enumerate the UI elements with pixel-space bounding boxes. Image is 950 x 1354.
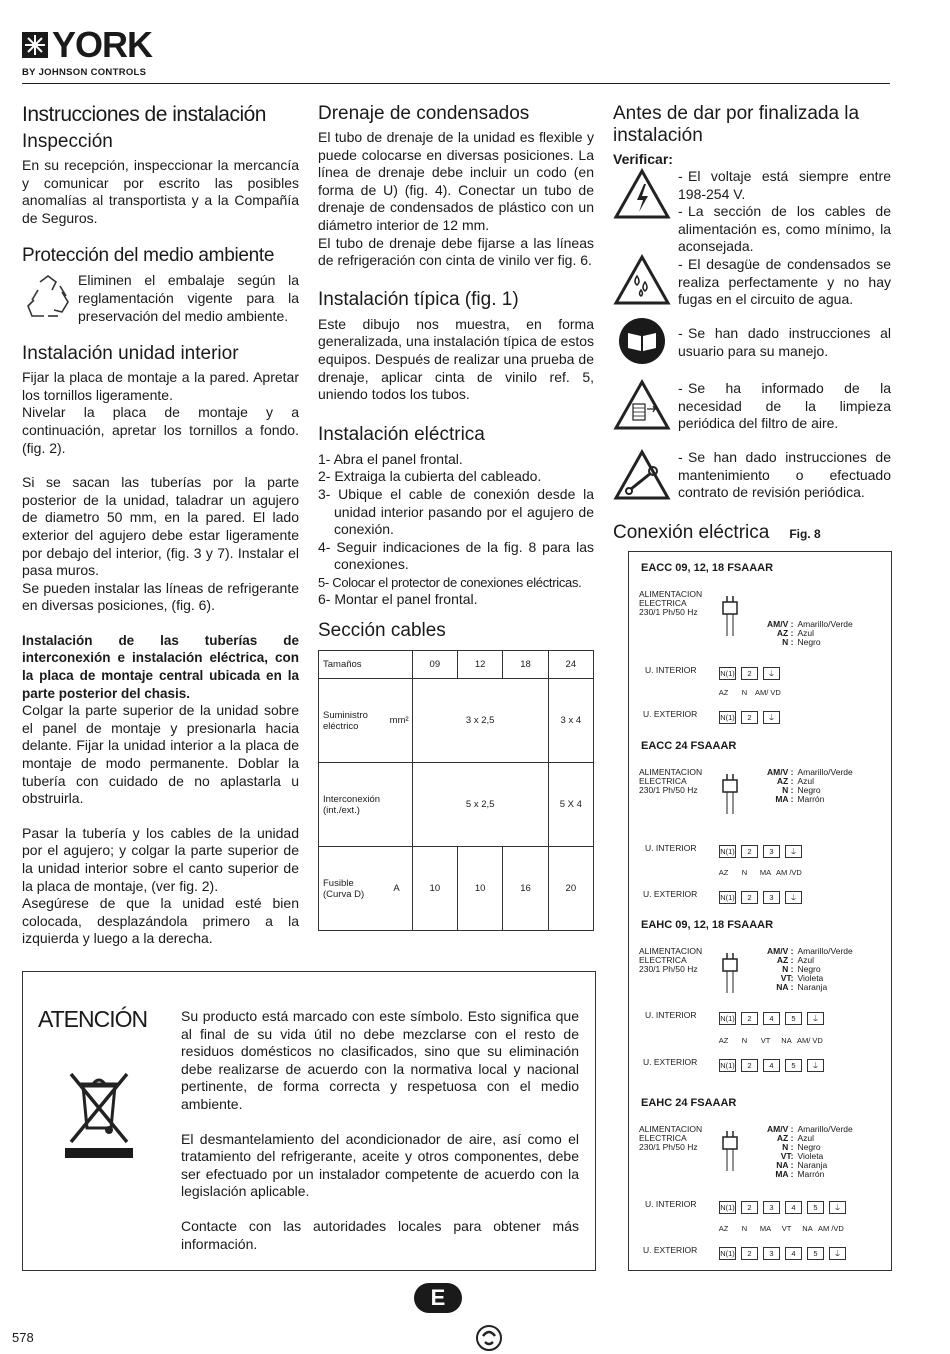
- wire-labels: [713, 868, 802, 877]
- check-row: - Se ha informado de la necesidad de la limpieza periódica del filtro de aire.: [613, 379, 891, 433]
- wire-color-label: VT: [760, 1036, 771, 1045]
- plug-icon: [720, 1127, 740, 1171]
- wire-color-label: AZ: [718, 688, 729, 697]
- step-item: 5- Colocar el protector de conexiones eléctricas.: [318, 574, 582, 590]
- conexion-electrica-heading: Conexión eléctrica: [613, 522, 770, 543]
- wire-labels: [713, 1224, 844, 1233]
- terminal: 2: [741, 1247, 758, 1260]
- power-supply-line: ELECTRICA: [639, 776, 687, 786]
- legend-value: Naranja: [797, 1160, 828, 1170]
- legend-value: Amarillo/Verde: [797, 619, 853, 629]
- table-header-cell: 09: [412, 651, 457, 679]
- power-supply-line: ALIMENTACION: [639, 1124, 703, 1134]
- cable-section-table: [318, 650, 594, 931]
- plug-icon: [720, 592, 740, 636]
- terminal: 4: [785, 1247, 802, 1260]
- legend-value: Azul: [797, 628, 814, 638]
- filter-cleaning-icon: [613, 379, 671, 431]
- wire-color-label: AM/ VD: [755, 688, 781, 697]
- table-cell: 16: [503, 847, 548, 931]
- legend-key: VT:: [780, 1151, 794, 1161]
- terminal: 5: [807, 1247, 824, 1260]
- legend-value: Negro: [797, 964, 821, 974]
- indoor-terminal-strip: [719, 1197, 851, 1215]
- terminal: 2: [741, 1012, 758, 1025]
- legend-value: Amarillo/Verde: [797, 767, 853, 777]
- terminal: 2: [741, 1201, 758, 1214]
- table-row-label: [319, 847, 413, 931]
- power-supply-label: [639, 590, 702, 617]
- plug-icon: [720, 770, 740, 814]
- legend-value: Violeta: [797, 973, 824, 983]
- outdoor-terminal-strip: [719, 887, 807, 905]
- legend-key: MA :: [775, 794, 794, 804]
- terminal: N(1): [720, 1061, 735, 1070]
- drenaje-p1: El tubo de drenaje de la unidad es flexible y puede colocarse en diversas posiciones. La línea de drenaje debe incluir un codo (en forma de U) (fig. 4). Conectar un tubo de drenaje de condensados de plástico con un diámetro interior de 12 mm.: [318, 129, 594, 233]
- legend-key: N :: [782, 1142, 794, 1152]
- terminal: 3: [763, 1247, 780, 1260]
- legend-value: Naranja: [797, 982, 828, 992]
- medio-ambiente-text: Eliminen el embalaje según la reglamentación vigente para la preservación del medio ambiente.: [78, 272, 299, 324]
- instalacion-tipica-heading: Instalación típica (fig. 1): [318, 288, 519, 310]
- table-cell: 10: [458, 847, 503, 931]
- terminal: 2: [741, 891, 758, 904]
- antes-heading: Antes de dar por finalizada la instalación: [613, 103, 860, 146]
- wire-color-label: N: [741, 688, 748, 697]
- diagram-block: [629, 562, 891, 732]
- step-item: 2- Extraiga la cubierta del cableado.: [318, 468, 542, 485]
- water-drops-warning-icon: [613, 254, 671, 306]
- legend-key: N :: [782, 785, 794, 795]
- recycle-icon: [22, 272, 74, 324]
- diagram-block: [629, 1097, 891, 1267]
- check-item: Se han dado instrucciones de mantenimiento o efectuado contrato de revisión periódica.: [678, 449, 891, 501]
- instalacion-electrica-heading: Instalación eléctrica: [318, 423, 485, 445]
- terminal: 4: [763, 1012, 780, 1025]
- wiring-diagram-panel: [628, 551, 892, 1271]
- snowflake-logo-icon: [22, 32, 48, 58]
- terminal: 5: [807, 1201, 824, 1214]
- legend-key: N :: [782, 637, 794, 647]
- power-supply-line: ALIMENTACION: [639, 946, 703, 956]
- table-cell: 5 X 4: [548, 763, 593, 847]
- legend-key: AM/V :: [767, 619, 794, 629]
- column-1: [22, 103, 299, 948]
- indoor-unit-label: U. INTERIOR: [645, 1010, 697, 1020]
- legend-value: Azul: [797, 776, 814, 786]
- terminal: N(1): [720, 1014, 735, 1023]
- unidad-p1: Fijar la placa de montaje a la pared. Apretar los tornillos ligeramente.: [22, 369, 299, 403]
- brand-logo: [22, 24, 152, 78]
- terminal: 4: [785, 1201, 802, 1214]
- diagram-block: [629, 740, 891, 910]
- terminal: 3: [763, 845, 780, 858]
- instalacion-electrica-steps: [318, 451, 594, 609]
- fusible-label: Fusible (Curva D): [323, 877, 365, 900]
- legend-key: AM/V :: [767, 1124, 794, 1134]
- indoor-terminal-strip: [719, 663, 785, 681]
- outdoor-unit-label: U. EXTERIOR: [643, 1057, 698, 1067]
- legend-value: Negro: [797, 637, 821, 647]
- outdoor-terminal-strip: [719, 1055, 829, 1073]
- legend-key: NA :: [776, 1160, 794, 1170]
- check-row: - El desagüe de condensados se realiza perfectamente y no hay fugas en el circuito de agua.: [613, 256, 891, 309]
- diagram-model-title: EAHC 09, 12, 18 FSAAAR: [641, 919, 774, 931]
- power-supply-line: 230/1 Ph/50 Hz: [639, 607, 698, 617]
- page-number: 578: [12, 1330, 34, 1345]
- wire-color-label: AZ: [718, 1036, 729, 1045]
- brand-name: YORK: [52, 24, 153, 65]
- medio-ambiente-heading: Protección del medio ambiente: [22, 245, 275, 267]
- legend-key: VT:: [780, 973, 794, 983]
- seccion-cables-heading: Sección cables: [318, 620, 446, 642]
- language-badge: E: [414, 1283, 462, 1313]
- attention-p2: El desmantelamiento del acondicionador de aire, así como el tratamiento del refrigerante, aceite y otros componentes, debe ser efectuado por un instalador competente de acuerdo con la legislación aplicable.: [181, 1130, 579, 1200]
- terminal: ⏚: [785, 845, 802, 858]
- terminal: N(1): [720, 847, 735, 856]
- page-title: Instrucciones de instalación: [22, 103, 266, 126]
- table-header-cell: Tamaños: [319, 651, 413, 679]
- inspeccion-text: En su recepción, inspeccionar la mercancía y comunicar por escrito las posibles anomalías al transportista y a la Compañía de Seguros.: [22, 157, 299, 226]
- terminal: 3: [763, 1201, 780, 1214]
- outdoor-unit-label: U. EXTERIOR: [643, 709, 698, 719]
- power-supply-line: ELECTRICA: [639, 955, 687, 965]
- terminal: N(1): [720, 1203, 735, 1212]
- wrench-maintenance-icon: [613, 449, 671, 501]
- legend-value: Marrón: [797, 1169, 825, 1179]
- unidad-p4: Se pueden instalar las líneas de refrigerante en diversas posiciones, (fig. 6).: [22, 579, 299, 614]
- brand-subtitle: BY JOHNSON CONTROLS: [22, 67, 147, 78]
- diagram-block: [629, 919, 891, 1089]
- wire-color-label: N: [741, 1224, 748, 1233]
- power-supply-label: [639, 1125, 702, 1152]
- wire-color-label: AM /VD: [776, 868, 802, 877]
- legend-value: Azul: [797, 955, 814, 965]
- power-supply-label: [639, 768, 702, 795]
- color-legend: [767, 947, 853, 992]
- unidad-p3: Si se sacan las tuberías por la parte posterior de la unidad, taladrar un agujero de diametro 50 mm, en la pared. El lado exterior del agujero debe estar ligeramente por debajo del interior, (fig. 3 y 7). Instalar el pasa muros.: [22, 474, 299, 579]
- table-header-cell: 24: [548, 651, 593, 679]
- step-item: 3- Ubique el cable de conexión desde la unidad interior pasando por el agujero de conexión.: [318, 485, 594, 538]
- wire-color-label: N: [741, 1036, 748, 1045]
- terminal: ⏚: [807, 1059, 824, 1072]
- diagram-model-title: EACC 09, 12, 18 FSAAAR: [641, 562, 774, 574]
- indoor-unit-label: U. INTERIOR: [645, 665, 697, 675]
- terminal: 3: [763, 891, 780, 904]
- plug-icon: [720, 949, 740, 993]
- legend-key: MA :: [775, 1169, 794, 1179]
- attention-p3: Contacte con las autoridades locales para obtener más información.: [181, 1217, 579, 1252]
- outdoor-terminal-strip: [719, 1243, 851, 1261]
- check-item: La sección de los cables de alimentación es, como mínimo, la aconsejada.: [678, 203, 891, 255]
- table-header-cell: 18: [503, 651, 548, 679]
- indoor-unit-label: U. INTERIOR: [645, 843, 697, 853]
- power-supply-line: 230/1 Ph/50 Hz: [639, 1142, 698, 1152]
- wire-color-label: AZ: [718, 868, 729, 877]
- wire-color-label: AZ: [718, 1224, 729, 1233]
- manual-book-icon: [613, 316, 671, 366]
- power-supply-line: ELECTRICA: [639, 598, 687, 608]
- outdoor-terminal-strip: [719, 707, 785, 725]
- terminal: 2: [741, 1059, 758, 1072]
- inspeccion-heading: Inspección: [22, 131, 113, 152]
- table-row-label: [319, 679, 413, 763]
- drenaje-heading: Drenaje de condensados: [318, 103, 530, 124]
- unidad-p6: Pasar la tubería y los cables de la unidad por el agujero; y colgar la parte superior de la unidad interior sobre el canto superior de la placa de montaje, (ver fig. 2).: [22, 824, 299, 894]
- conexion-heading-row: [613, 522, 891, 544]
- table-cell: 5 x 2,5: [412, 763, 548, 847]
- terminal: N(1): [720, 1249, 735, 1258]
- interconexion-bold-text: Instalación de las tuberías de interconexión e instalación eléctrica, con la placa de montaje central ubicada en la parte posterior del chasis.: [22, 632, 299, 701]
- terminal: ⏚: [829, 1247, 846, 1260]
- wire-color-label: VT: [781, 1224, 792, 1233]
- terminal: ⏚: [763, 711, 780, 724]
- check-item: Se ha informado de la necesidad de la limpieza periódica del filtro de aire.: [678, 380, 891, 432]
- indoor-terminal-strip: [719, 841, 807, 859]
- attention-title: ATENCIÓN: [38, 1006, 148, 1032]
- terminal: ⏚: [785, 891, 802, 904]
- table-cell: 20: [548, 847, 593, 931]
- wire-labels: [713, 1036, 823, 1045]
- table-cell: 3 x 4: [548, 679, 593, 763]
- instalacion-tipica-text: Este dibujo nos muestra, en forma generalizada, una instalación típica de estos equipos. Después de realizar una prueba de drenaje, aplicar cinta de vinilo ref. 5, uniendo todos los tubos.: [318, 315, 594, 403]
- power-supply-line: 230/1 Ph/50 Hz: [639, 785, 698, 795]
- legend-value: Marrón: [797, 794, 825, 804]
- verificar-label: Verificar:: [613, 151, 673, 167]
- wire-color-label: NA: [781, 1036, 792, 1045]
- fusible-unit: A: [393, 883, 400, 894]
- terminal: 5: [785, 1012, 802, 1025]
- table-cell: 3 x 2,5: [412, 679, 548, 763]
- legend-key: N :: [782, 964, 794, 974]
- wire-color-label: AM /VD: [818, 1224, 844, 1233]
- legend-key: AM/V :: [767, 767, 794, 777]
- wire-color-label: AM/ VD: [797, 1036, 823, 1045]
- power-supply-line: ALIMENTACION: [639, 767, 703, 777]
- figure-label: Fig. 8: [789, 527, 821, 541]
- wire-color-label: MA: [759, 1224, 772, 1233]
- suministro-unit: mm²: [389, 715, 409, 726]
- terminal: N(1): [720, 893, 735, 902]
- recycled-paper-icon: [475, 1324, 503, 1352]
- wire-color-label: NA: [802, 1224, 813, 1233]
- outdoor-unit-label: U. EXTERIOR: [643, 1245, 698, 1255]
- terminal: 4: [763, 1059, 780, 1072]
- power-supply-line: 230/1 Ph/50 Hz: [639, 964, 698, 974]
- check-row: - Se han dado instrucciones al usuario para su manejo.: [613, 316, 891, 366]
- wire-color-label: MA: [759, 868, 772, 877]
- terminal: 5: [785, 1059, 802, 1072]
- legend-value: Negro: [797, 1142, 821, 1152]
- check-item: El desagüe de condensados se realiza perfectamente y no hay fugas en el circuito de agua.: [678, 256, 891, 308]
- check-row: - El voltaje está siempre entre 198-254 V.: [613, 168, 891, 220]
- attention-p1: Su producto está marcado con este símbolo. Esto significa que al final de su vida útil no debe mezclarse con el resto de residuos domésticos no clasificados, sino que su eliminación debe realizarse de acuerdo con la normativa local y nacional pertinente, de forma correcta y respetuosa con el medio ambiente.: [181, 1008, 579, 1112]
- unidad-p2: Nivelar la placa de montaje y a continuación, apretar los tornillos a fondo. (fig. 2).: [22, 404, 299, 456]
- legend-value: Amarillo/Verde: [797, 946, 853, 956]
- power-supply-label: [639, 947, 702, 974]
- indoor-terminal-strip: [719, 1008, 829, 1026]
- wire-labels: [713, 688, 781, 697]
- step-item: 1- Abra el panel frontal.: [318, 450, 463, 467]
- legend-value: Violeta: [797, 1151, 824, 1161]
- check-item: El voltaje está siempre entre 198-254 V.: [678, 168, 891, 202]
- table-header-cell: 12: [458, 651, 503, 679]
- terminal: ⏚: [807, 1012, 824, 1025]
- unidad-p5: Colgar la parte superior de la unidad sobre el panel de montaje y presionarla hacia delante. Fijar la unidad interior a la placa de montaje de modo permanente. Doblar la tubería con cuidado de no aplastarla u obstruirla.: [22, 702, 299, 807]
- header-divider: [22, 83, 890, 84]
- legend-key: AZ :: [776, 776, 794, 786]
- unidad-interior-heading: Instalación unidad interior: [22, 343, 239, 365]
- legend-key: AZ :: [776, 955, 794, 965]
- check-row: - Se han dado instrucciones de mantenimiento o efectuado contrato de revisión periódica.: [613, 449, 891, 502]
- power-supply-line: ALIMENTACION: [639, 589, 703, 599]
- legend-key: AM/V :: [767, 946, 794, 956]
- terminal: 2: [741, 711, 758, 724]
- step-item: 4- Seguir indicaciones de la fig. 8 para las conexiones.: [318, 538, 594, 573]
- color-legend: [767, 1125, 853, 1179]
- terminal: N(1): [720, 713, 735, 722]
- color-legend: [767, 620, 853, 647]
- legend-key: AZ :: [776, 1133, 794, 1143]
- color-legend: [767, 768, 853, 804]
- diagram-model-title: EAHC 24 FSAAAR: [641, 1097, 737, 1109]
- indoor-unit-label: U. INTERIOR: [645, 1199, 697, 1209]
- drenaje-p2: El tubo de drenaje debe fijarse a las líneas de refrigeración con cinta de vinilo ver fig. 6.: [318, 234, 594, 269]
- terminal: 2: [741, 667, 758, 680]
- terminal: 2: [741, 845, 758, 858]
- wire-color-label: N: [741, 868, 748, 877]
- power-supply-line: ELECTRICA: [639, 1133, 687, 1143]
- column-2: [318, 103, 594, 642]
- legend-key: NA :: [776, 982, 794, 992]
- check-item: Se han dado instrucciones al usuario para su manejo.: [678, 325, 891, 359]
- diagram-model-title: EACC 24 FSAAAR: [641, 740, 737, 752]
- terminal: N(1): [720, 669, 735, 678]
- check-row: - La sección de los cables de alimentación es, como mínimo, la aconsejada.: [678, 203, 891, 255]
- outdoor-unit-label: U. EXTERIOR: [643, 889, 698, 899]
- unidad-p7: Asegúrese de que la unidad esté bien colocada, desplazándola primero a la izquierda y luego a la derecha.: [22, 895, 299, 947]
- legend-value: Azul: [797, 1133, 814, 1143]
- suministro-label: Suministro eléctrico: [323, 709, 368, 732]
- terminal: ⏚: [763, 667, 780, 680]
- legend-key: AZ :: [776, 628, 794, 638]
- column-3: [613, 103, 891, 167]
- terminal: ⏚: [829, 1201, 846, 1214]
- table-cell: 10: [412, 847, 457, 931]
- weee-crossed-bin-icon: [57, 1064, 141, 1164]
- interconexion-label: Interconexión (int./ext.): [319, 763, 413, 847]
- attention-box: [22, 971, 596, 1271]
- step-item: 6- Montar el panel frontal.: [318, 591, 478, 608]
- legend-value: Negro: [797, 785, 821, 795]
- legend-value: Amarillo/Verde: [797, 1124, 853, 1134]
